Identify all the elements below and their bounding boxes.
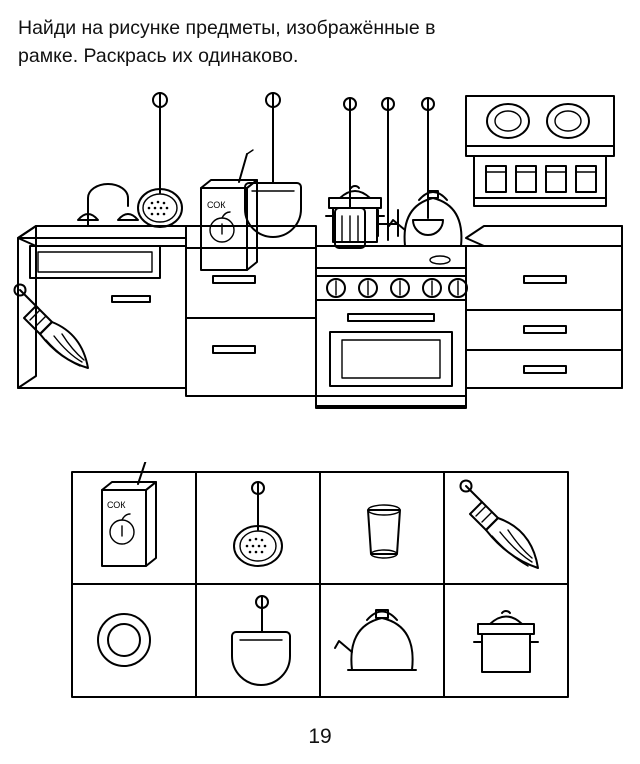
scene-counter-furniture [18,184,622,408]
scene-juice-box-label: СОК [207,200,226,210]
kitchen-illustration [0,78,640,458]
scene-juice-box-icon [201,150,257,270]
instruction-text [18,14,622,70]
grid-cell-broom [460,480,538,568]
grid-cell-glass [368,505,400,558]
scene-broom-icon [14,284,88,368]
grid-cell-frying-pan [232,596,290,685]
instruction-line-1: Найди на рисунке предметы, изображённые в [18,17,436,39]
scene-ladle-icon [413,98,443,235]
grid-cell-juice-box [102,462,156,566]
grid-cell-pot [474,611,538,672]
scene-spatula-icon [335,98,365,248]
scene-fork-icon [378,98,398,240]
grid-cell-skimmer [234,482,282,566]
scene-kettle-icon [389,191,465,246]
grid-cell-kettle [335,610,416,670]
grid-cell-plate [98,614,150,666]
scene-frying-pan-icon [245,93,301,237]
grid-juice-box-label: СОК [107,500,126,510]
scene-skimmer-icon [138,93,182,227]
page-number: 19 [308,725,332,748]
answer-frame [0,462,640,707]
scene-dish-rack-icon [466,96,614,206]
instruction-line-2: рамке. Раскрась их одинаково. [18,45,299,67]
